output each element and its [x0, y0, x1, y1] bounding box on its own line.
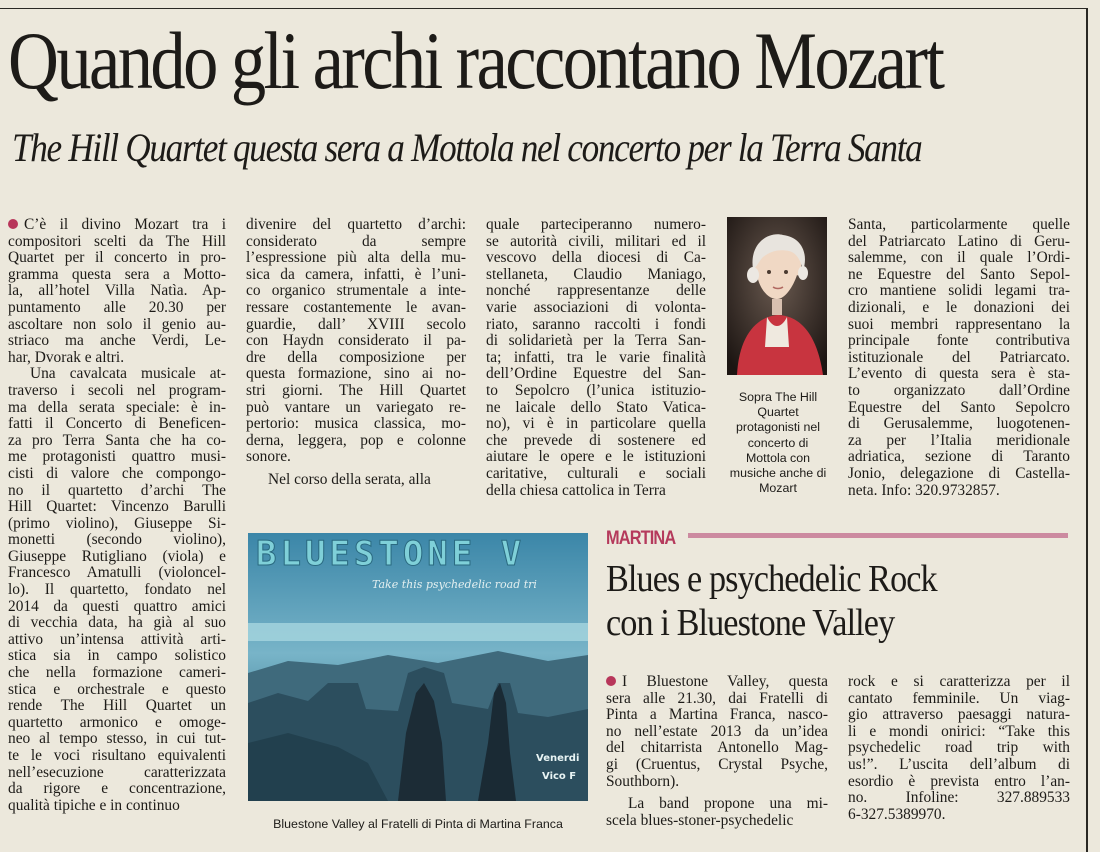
- text-line: li e mondi onirici: “Take this: [848, 722, 1070, 740]
- text-line: no il quartetto d’archi The: [8, 481, 226, 499]
- text-line: Jonio, delegazione di Castella-: [848, 464, 1070, 482]
- text-line: del Patriarcato Latino di Geru-: [848, 232, 1070, 250]
- text-line: la, all’hotel Villa Natìa. Ap-: [8, 282, 226, 300]
- article-column-4: [848, 217, 1070, 499]
- article2-paragraph-3: [848, 674, 1070, 823]
- text-line: stica e orchestrale e questo: [8, 680, 226, 698]
- text-line: [606, 674, 828, 691]
- text-line: har, Dvorak e altri.: [8, 348, 125, 366]
- text-line: Quartet: [757, 405, 799, 420]
- article2-headline: [606, 557, 1029, 643]
- text-line: Francesco Amatulli (violoncel-: [8, 564, 226, 582]
- text-line: scela blues-stoner-psychedelic: [606, 811, 794, 829]
- mozart-portrait-image: [727, 217, 827, 375]
- text-line: del chitarrista Antonello Mag-: [606, 739, 828, 757]
- article2-paragraph-2: [606, 796, 828, 829]
- text-line: cro mantiene solidi legami tra-: [848, 282, 1070, 300]
- text-line: considerato da sempre: [246, 232, 466, 250]
- text-line: Santa, particolarmente quelle: [848, 216, 1070, 233]
- text-line: caritative, culturali e sociali: [486, 464, 706, 482]
- article-subheadline: The Hill Quartet questa sera a Mottola nel concerto per la Terra Santa: [12, 125, 922, 170]
- section-tag-martina: [606, 528, 1068, 552]
- text-line: dell’Ordine Equestre del San-: [486, 365, 706, 383]
- text-line: no nell’estate 2013 da un’idea: [606, 722, 828, 740]
- text-line: salemme, con il quale l’Ordi-: [848, 249, 1070, 267]
- article-headline: Quando gli archi raccontano Mozart: [8, 15, 943, 106]
- text-line: striaco ma anche Verdi, Le-: [8, 332, 226, 350]
- article2-column-2: [848, 674, 1070, 823]
- text-line: compositori scelti da The Hill: [8, 232, 226, 250]
- paragraph-1: [8, 217, 226, 366]
- article2-paragraph-1: [606, 674, 828, 790]
- text-line: pertorio: musica classica, mo-: [246, 415, 466, 433]
- text-line: stica sia in campo solistico: [8, 647, 226, 665]
- text-line: derna, leggera, pop e colonne: [246, 431, 466, 449]
- article-column-3: [486, 217, 706, 499]
- text-line: Sopra The Hill: [738, 390, 818, 404]
- text-line: co organico strumentale a inte-: [246, 282, 466, 300]
- text-line: Equestre del Santo Sepolcro: [848, 398, 1070, 416]
- text-line: fatti il Concerto di Beneficen-: [8, 415, 226, 433]
- text-line: quale parteciperanno numero-: [486, 216, 706, 233]
- text-line: ne laicale dello Stato Vatica-: [486, 398, 706, 416]
- text-line: dizionali, e le donazioni dei: [848, 298, 1070, 316]
- text-line: no. Infoline: 327.889533: [848, 789, 1070, 807]
- article2-column-1: [606, 674, 828, 829]
- article2-headline-line-1: Blues e psychedelic Rock: [606, 558, 937, 600]
- text-line: di vecchia data, ha già al suo: [8, 614, 226, 632]
- article2-headline-line-2: con i Bluestone Valley: [606, 602, 895, 644]
- text-line: gramma questa sera a Motto-: [8, 265, 226, 283]
- text-line: guardie, dall’ XVIII secolo: [246, 315, 466, 333]
- text-line: sera alle 21.30, dai Fratelli di: [606, 689, 828, 707]
- text-line: l’espressione più alta della mu-: [246, 249, 466, 267]
- text-line: Mottola con: [745, 450, 811, 465]
- text-line: Pinta a Martina Franca, nasco-: [606, 706, 828, 724]
- text-line: divenire del quartetto d’archi:: [246, 216, 466, 233]
- text-line: za pro Terra Santa che ha co-: [8, 431, 226, 449]
- text-line: può vantare un variegato re-: [246, 398, 466, 416]
- text-line: gio attraverso paesaggi natura-: [848, 706, 1070, 724]
- text-line: esordio è prevista entro l’an-: [848, 772, 1070, 790]
- text-line: Southborn).: [606, 772, 680, 790]
- text-line: no), vi è in particolare quella: [486, 415, 706, 433]
- text-line: di solidarietà per la Terra San-: [486, 332, 706, 350]
- album-side-text-1: Venerdi: [536, 753, 580, 764]
- bluestone-photo-caption: Bluestone Valley al Fratelli di Pinta di Martina Franca: [273, 817, 563, 831]
- album-side-text-2: Vico F: [542, 771, 577, 782]
- text-line: ascoltare non solo il genio au-: [8, 315, 226, 333]
- mozart-photo-caption: [727, 390, 829, 496]
- section-rule: [688, 533, 1068, 538]
- text-line: 6-327.5389970.: [848, 805, 946, 823]
- text-line: lo). Il quartetto, fondato nel: [8, 581, 226, 599]
- text-line: Nel corso della serata, alla: [268, 470, 431, 488]
- adjacent-page-edge: [1088, 10, 1100, 852]
- text-line: nell’esecuzione caratterizzata: [8, 763, 226, 781]
- text-line: adriatica, sezione di Taranto: [848, 448, 1070, 466]
- text-line: aiutare le opere e le istituzioni: [486, 448, 706, 466]
- text-line: istituzionale del Patriarcato.: [848, 348, 1070, 366]
- text-line: to organizzato dall’Ordine: [848, 381, 1070, 399]
- text-line: di Gerusalemme, luogotenen-: [848, 415, 1070, 433]
- text-line-content: I Bluestone Valley, questa: [622, 673, 828, 690]
- text-line: za per l’Italia meridionale: [848, 431, 1070, 449]
- text-line: Hill Quartet: Vincenzo Barulli: [8, 498, 226, 516]
- text-line: attivo un’intensa attività arti-: [8, 630, 226, 648]
- bullet-icon: [606, 676, 616, 686]
- text-line: musiche anche di: [729, 466, 827, 481]
- text-line: ne Equestre del Santo Sepol-: [848, 265, 1070, 283]
- text-line: us!”. L’uscita dell’album di: [848, 755, 1070, 773]
- text-line: stellaneta, Claudio Maniago,: [486, 265, 706, 283]
- text-line: traverso i secoli nel program-: [8, 381, 226, 399]
- paragraph-2: [8, 366, 226, 814]
- paragraph-3: [246, 217, 466, 466]
- bluestone-valley-album-image: [248, 533, 588, 801]
- text-line: psychedelic road trip with: [848, 739, 1070, 757]
- text-line: sica da camera, infatti, è l’uni-: [246, 265, 466, 283]
- text-line: dre della composizione per: [246, 348, 466, 366]
- text-line: me protagonisti quattro musi-: [8, 448, 226, 466]
- text-line: varie associazioni di volonta-: [486, 298, 706, 316]
- text-line: che nella formazione cameri-: [8, 664, 226, 682]
- section-label: MARTINA: [606, 528, 676, 549]
- text-line: principale fonte contributiva: [848, 332, 1070, 350]
- text-line: neo al tempo stesso, in cui tut-: [8, 730, 226, 748]
- text-line: cantato femminile. Un viag-: [848, 689, 1070, 707]
- text-line-content: C’è il divino Mozart tra i: [24, 216, 226, 233]
- text-line: neta. Info: 320.9732857.: [848, 481, 1000, 499]
- text-line: sonore.: [246, 448, 291, 466]
- text-line: Quartet per il concerto in pro-: [8, 249, 226, 267]
- text-line: stri giorni. The Hill Quartet: [246, 381, 466, 399]
- text-line: protagonisti nel: [735, 420, 821, 435]
- text-line: rende The Hill Quartet un: [8, 697, 226, 715]
- text-line: rock e si caratterizza per il: [848, 673, 1070, 690]
- text-line: cisti di valore che compongo-: [8, 464, 226, 482]
- text-line: puntamento alle 20.30 per: [8, 298, 226, 316]
- text-line: (primo violino), Giuseppe Si-: [8, 514, 226, 532]
- text-line: Giuseppe Rutigliano (viola) e: [8, 547, 226, 565]
- paragraph-6: [848, 217, 1070, 499]
- text-line: ma della serata speciale: è in-: [8, 398, 226, 416]
- text-line: vescovo della diocesi di Ca-: [486, 249, 706, 267]
- text-line: suoi membri rappresentano la: [848, 315, 1070, 333]
- text-line: gi (Cruentus, Crystal Psyche,: [606, 755, 828, 773]
- text-line: che prevede di sostenere ed: [486, 431, 706, 449]
- album-tagline: Take this psychedelic road tri: [372, 578, 537, 591]
- text-line: ta; infatti, tra le varie finalità: [486, 348, 706, 366]
- text-line: quartetto armonico e omoge-: [8, 713, 226, 731]
- text-line: 2014 da questi quattro amici: [8, 597, 226, 615]
- text-line: Mozart: [759, 481, 797, 496]
- text-line: L’evento di questa sera è sta-: [848, 365, 1070, 383]
- paragraph-5: [486, 217, 706, 499]
- text-line: riato, saranno raccolti i fondi: [486, 315, 706, 333]
- text-line: La band propone una mi-: [628, 795, 828, 813]
- bullet-icon: [8, 219, 18, 229]
- text-line: [8, 217, 226, 234]
- text-line: qualità tipiche e in continuo: [8, 796, 180, 814]
- text-line: monetti (secondo violino),: [8, 531, 226, 549]
- text-line: con Haydn considerato il pa-: [246, 332, 466, 350]
- text-line: te le voci risultano equivalenti: [8, 747, 226, 764]
- text-line: da rigore e concentrazione,: [8, 780, 226, 798]
- text-line: se autorità civili, militari ed il: [486, 232, 706, 250]
- text-line: concerto di: [747, 435, 809, 450]
- text-line: ressare costantemente le avan-: [246, 298, 466, 316]
- text-line: Una cavalcata musicale at-: [30, 365, 226, 383]
- text-line: della chiesa cattolica in Terra: [486, 481, 666, 499]
- article-column-2: [246, 217, 466, 489]
- album-band-name: BLUESTONE V: [256, 534, 526, 574]
- text-line: to Sepolcro (l’unica istituzio-: [486, 381, 706, 399]
- article-column-1: [8, 217, 226, 814]
- text-line: questa formazione, sino ai no-: [246, 365, 466, 383]
- paragraph-4: [246, 472, 466, 489]
- text-line: nonché rappresentanze delle: [486, 282, 706, 300]
